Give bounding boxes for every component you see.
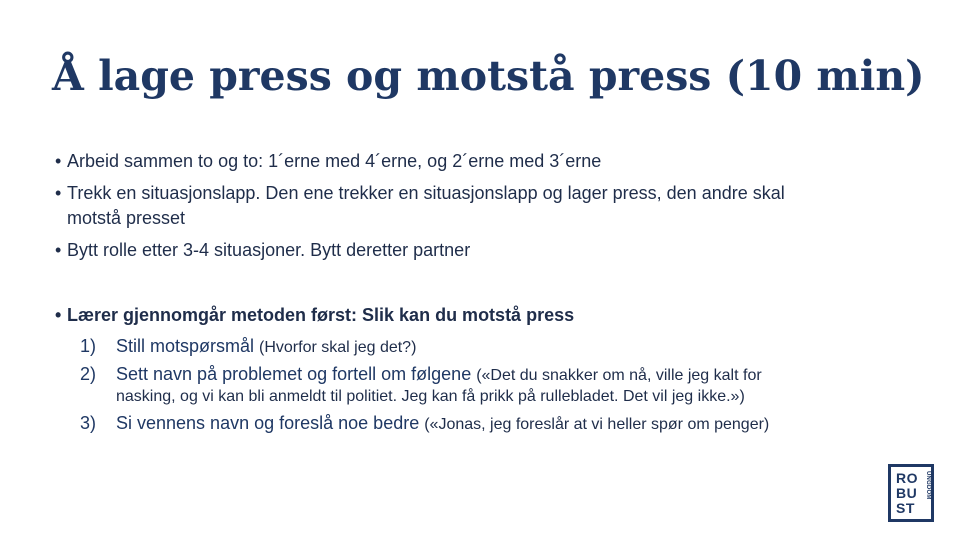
step-2 [80,362,762,388]
logo-line-3: ST [896,500,915,516]
bullet-text: Arbeid sammen to og to: 1´erne med 4´erne, og 2´erne med 3´erne [67,151,602,171]
bullet-symbol: • [55,305,62,325]
bullet-item-4 [55,303,574,328]
step-detail-text: («Det du snakker om nå, ville jeg kalt for [476,367,762,384]
slide-title: Å lage press og motstå press (10 min) [52,52,925,100]
step-1 [80,334,416,360]
logo-side-text: UNGDOM [925,471,931,500]
bullet-item-2 [55,181,785,231]
step-number: 2) [80,364,97,384]
bullet-text: Bytt rolle etter 3-4 situasjoner. Bytt deretter partner [67,240,471,260]
bullet-symbol: • [55,183,62,203]
step-main-text: Si vennens navn og foreslå noe bedre [116,413,425,433]
step-3 [80,411,769,437]
bullet-symbol: • [55,240,62,260]
bullet-text-continuation: motstå presset [67,208,186,228]
bullet-text: Lærer gjennomgår metoden først: Slik kan du motstå press [67,305,575,325]
step-detail-text: («Jonas, jeg foreslår at vi heller spør om penger) [424,416,770,433]
step-number: 1) [80,336,97,356]
bullet-item-3 [55,238,470,263]
bullet-item-1 [55,149,601,174]
step-main-text: Still motspørsmål [116,336,260,356]
logo-line-1: RO [896,470,918,486]
bullet-text: Trekk en situasjonslapp. Den ene trekker en situasjonslapp og lager press, den andre skal [67,183,785,203]
step-detail-text: (Hvorfor skal jeg det?) [259,339,417,356]
logo-line-2: BU [896,485,918,501]
step-2-continuation: nasking, og vi kan bli anmeldt til politiet. Jeg kan få prikk på rullebladet. Det vil jeg ikke.») [116,388,745,405]
step-number: 3) [80,413,97,433]
robust-ungdom-logo [888,464,934,522]
step-main-text: Sett navn på problemet og fortell om følgene [116,364,477,384]
bullet-symbol: • [55,151,62,171]
